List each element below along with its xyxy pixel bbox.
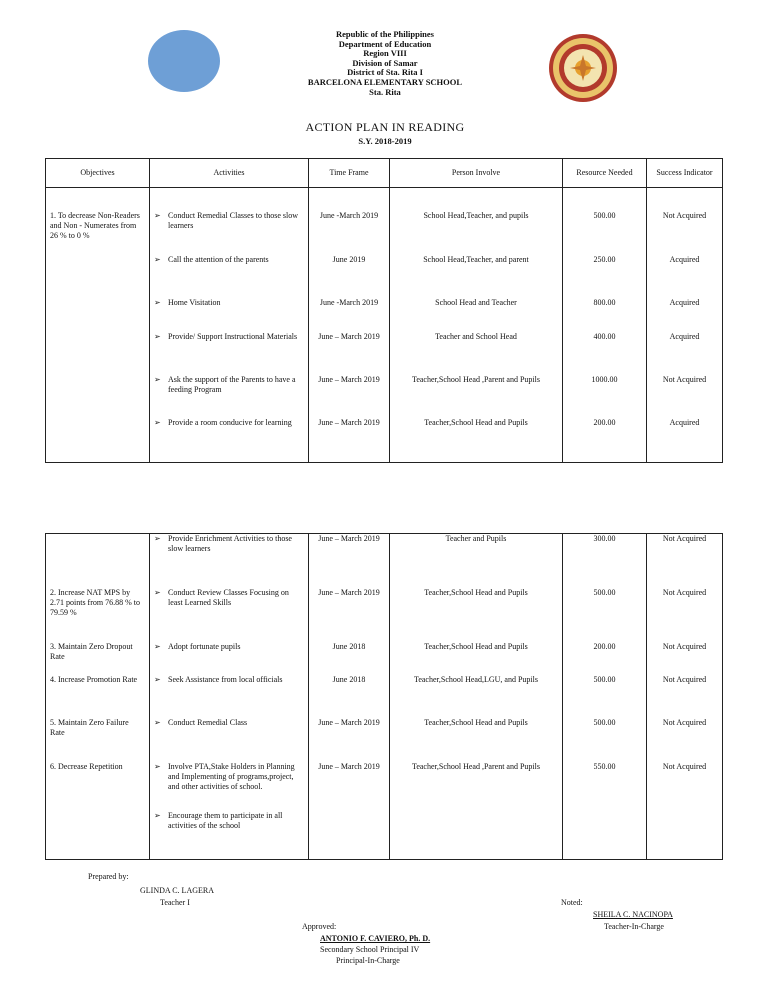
person-cell bbox=[390, 534, 563, 860]
activity-text: Ask the support of the Parents to have a feeding Program bbox=[168, 375, 296, 394]
header-line: Department of Education bbox=[338, 38, 432, 49]
arrow-bullet-icon: ➢ bbox=[154, 418, 161, 427]
person-text: Teacher and Pupils bbox=[445, 534, 507, 543]
header-line: Republic of the Philippines bbox=[335, 29, 434, 39]
arrow-bullet-icon: ➢ bbox=[154, 332, 161, 341]
activity-text: Provide Enrichment Activities to those slow learners bbox=[168, 534, 292, 553]
indicator-cell bbox=[647, 534, 723, 860]
approved-role: Secondary School Principal IV bbox=[320, 945, 420, 954]
indicator-text: Acquired bbox=[669, 418, 700, 427]
resource-value: 550.00 bbox=[593, 762, 616, 771]
activity-text: Provide a room conducive for learning bbox=[168, 418, 292, 427]
action-plan-table-1 bbox=[45, 158, 723, 463]
objective-cell bbox=[46, 188, 150, 463]
activity-item bbox=[150, 211, 308, 231]
school-logo-left bbox=[148, 30, 220, 92]
arrow-bullet-icon: ➢ bbox=[154, 811, 161, 820]
header-line: Division of Samar bbox=[352, 57, 418, 68]
column-header: Person Involve bbox=[390, 159, 563, 188]
activity-item bbox=[150, 762, 308, 792]
time-frame-text: June – March 2019 bbox=[318, 375, 380, 384]
resource-value: 300.00 bbox=[593, 534, 616, 543]
table-row bbox=[46, 534, 723, 860]
prepared-label: Prepared by: bbox=[88, 872, 129, 881]
time-frame-text: June 2018 bbox=[332, 675, 366, 684]
objective-text: 2. Increase NAT MPS by 2.71 points from 76.88 % to 79.59 % bbox=[50, 588, 140, 617]
activity-item bbox=[150, 642, 308, 652]
resource-value: 500.00 bbox=[593, 211, 616, 220]
activity-item bbox=[150, 418, 308, 428]
person-text: Teacher,School Head and Pupils bbox=[424, 642, 528, 651]
header-line: District of Sta. Rita I bbox=[347, 67, 423, 78]
activity-text: Conduct Remedial Class bbox=[168, 718, 248, 727]
table-row bbox=[46, 188, 723, 463]
activity-item bbox=[150, 255, 308, 265]
header-line: Sta. Rita bbox=[369, 86, 401, 97]
activity-item bbox=[150, 675, 308, 685]
noted-role: Teacher-In-Charge bbox=[604, 922, 664, 931]
arrow-bullet-icon: ➢ bbox=[154, 762, 161, 771]
activity-text: Seek Assistance from local officials bbox=[168, 675, 283, 684]
activity-text: Home Visitation bbox=[168, 298, 221, 307]
activity-text: Call the attention of the parents bbox=[168, 255, 269, 264]
column-header: Time Frame bbox=[309, 159, 390, 188]
person-text: School Head and Teacher bbox=[435, 298, 517, 307]
header-line: BARCELONA ELEMENTARY SCHOOL bbox=[307, 76, 463, 87]
resource-value: 200.00 bbox=[593, 642, 616, 651]
prepared-name: GLINDA C. LAGERA bbox=[140, 886, 214, 895]
indicator-text: Not Acquired bbox=[662, 588, 707, 597]
indicator-text: Not Acquired bbox=[662, 534, 707, 543]
time-frame-text: June – March 2019 bbox=[318, 332, 380, 341]
activity-text: Conduct Remedial Classes to those slow learners bbox=[168, 211, 298, 230]
document-header bbox=[230, 30, 540, 97]
person-text: Teacher,School Head and Pupils bbox=[424, 718, 528, 727]
school-year: S.Y. 2018-2019 bbox=[358, 136, 412, 146]
activity-text: Encourage them to participate in all activities of the school bbox=[168, 811, 283, 830]
prepared-role: Teacher I bbox=[160, 898, 190, 907]
activity-item bbox=[150, 332, 308, 342]
indicator-text: Not Acquired bbox=[662, 762, 707, 771]
objective-text: 4. Increase Promotion Rate bbox=[50, 675, 138, 684]
time-frame-cell bbox=[309, 188, 390, 463]
table-header-row bbox=[46, 159, 723, 188]
resource-cell bbox=[563, 534, 647, 860]
person-text: School Head,Teacher, and pupils bbox=[423, 211, 529, 220]
activity-item bbox=[150, 811, 308, 831]
resource-value: 500.00 bbox=[593, 588, 616, 597]
action-plan-table-2 bbox=[45, 533, 723, 860]
time-frame-text: June – March 2019 bbox=[318, 762, 380, 771]
time-frame-text: June – March 2019 bbox=[318, 718, 380, 727]
column-header: Resource Needed bbox=[563, 159, 647, 188]
indicator-text: Acquired bbox=[669, 298, 700, 307]
time-frame-text: June 2018 bbox=[332, 642, 366, 651]
arrow-bullet-icon: ➢ bbox=[154, 642, 161, 651]
activity-item bbox=[150, 718, 308, 728]
approved-name: ANTONIO F. CAVIERO, Ph. D. bbox=[320, 934, 431, 943]
indicator-text: Not Acquired bbox=[662, 718, 707, 727]
time-frame-text: June – March 2019 bbox=[318, 418, 380, 427]
time-frame-text: June -March 2019 bbox=[319, 211, 379, 220]
activity-item bbox=[150, 298, 308, 308]
indicator-text: Not Acquired bbox=[662, 375, 707, 384]
person-text: Teacher and School Head bbox=[435, 332, 517, 341]
objective-text: 1. To decrease Non-Readers and Non - Numerates from 26 % to 0 % bbox=[50, 211, 140, 240]
person-text: Teacher,School Head and Pupils bbox=[424, 418, 528, 427]
arrow-bullet-icon: ➢ bbox=[154, 588, 161, 597]
activity-text: Adopt fortunate pupils bbox=[168, 642, 241, 651]
resource-value: 1000.00 bbox=[591, 375, 618, 384]
person-cell bbox=[390, 188, 563, 463]
time-frame-text: June 2019 bbox=[332, 255, 366, 264]
indicator-text: Not Acquired bbox=[662, 675, 707, 684]
activity-text: Provide/ Support Instructional Materials bbox=[168, 332, 298, 341]
activities-cell bbox=[150, 534, 309, 860]
indicator-text: Acquired bbox=[669, 332, 700, 341]
noted-label: Noted: bbox=[561, 898, 583, 907]
indicator-text: Not Acquired bbox=[662, 211, 707, 220]
resource-value: 500.00 bbox=[593, 718, 616, 727]
resource-value: 400.00 bbox=[593, 332, 616, 341]
column-header: Activities bbox=[150, 159, 309, 188]
time-frame-text: June – March 2019 bbox=[318, 534, 380, 543]
resource-value: 200.00 bbox=[593, 418, 616, 427]
deped-seal-icon bbox=[548, 33, 618, 103]
objective-text: 5. Maintain Zero Failure Rate bbox=[50, 718, 129, 737]
activity-item bbox=[150, 375, 308, 395]
time-frame-text: June -March 2019 bbox=[319, 298, 379, 307]
column-header: Objectives bbox=[46, 159, 150, 188]
person-text: Teacher,School Head ,Parent and Pupils bbox=[412, 762, 540, 771]
activities-cell bbox=[150, 188, 309, 463]
approved-role: Principal-In-Charge bbox=[336, 956, 400, 965]
arrow-bullet-icon: ➢ bbox=[154, 298, 161, 307]
resource-value: 800.00 bbox=[593, 298, 616, 307]
objective-cell bbox=[46, 534, 150, 860]
activity-item bbox=[150, 588, 308, 608]
indicator-text: Acquired bbox=[669, 255, 700, 264]
arrow-bullet-icon: ➢ bbox=[154, 255, 161, 264]
arrow-bullet-icon: ➢ bbox=[154, 718, 161, 727]
resource-cell bbox=[563, 188, 647, 463]
time-frame-cell bbox=[309, 534, 390, 860]
indicator-cell bbox=[647, 188, 723, 463]
page-title: ACTION PLAN IN READING bbox=[305, 120, 465, 134]
activity-text: Involve PTA,Stake Holders in Planning and Implementing of programs,project, and other activities of school. bbox=[168, 762, 295, 791]
objective-text: 3. Maintain Zero Dropout Rate bbox=[50, 642, 133, 661]
resource-value: 500.00 bbox=[593, 675, 616, 684]
arrow-bullet-icon: ➢ bbox=[154, 534, 161, 543]
indicator-text: Not Acquired bbox=[662, 642, 707, 651]
column-header: Success Indicator bbox=[647, 159, 723, 188]
person-text: Teacher,School Head and Pupils bbox=[424, 588, 528, 597]
header-line: Region VIII bbox=[363, 48, 407, 59]
objective-text: 6. Decrease Repetition bbox=[50, 762, 123, 771]
arrow-bullet-icon: ➢ bbox=[154, 211, 161, 220]
activity-item bbox=[150, 534, 308, 554]
arrow-bullet-icon: ➢ bbox=[154, 375, 161, 384]
person-text: Teacher,School Head ,Parent and Pupils bbox=[412, 375, 540, 384]
activity-text: Conduct Review Classes Focusing on least Learned Skills bbox=[168, 588, 289, 607]
approved-label: Approved: bbox=[302, 922, 337, 931]
resource-value: 250.00 bbox=[593, 255, 616, 264]
time-frame-text: June – March 2019 bbox=[318, 588, 380, 597]
person-text: Teacher,School Head,LGU, and Pupils bbox=[414, 675, 538, 684]
noted-name: SHEILA C. NACINOPA bbox=[593, 910, 673, 919]
person-text: School Head,Teacher, and parent bbox=[423, 255, 529, 264]
arrow-bullet-icon: ➢ bbox=[154, 675, 161, 684]
